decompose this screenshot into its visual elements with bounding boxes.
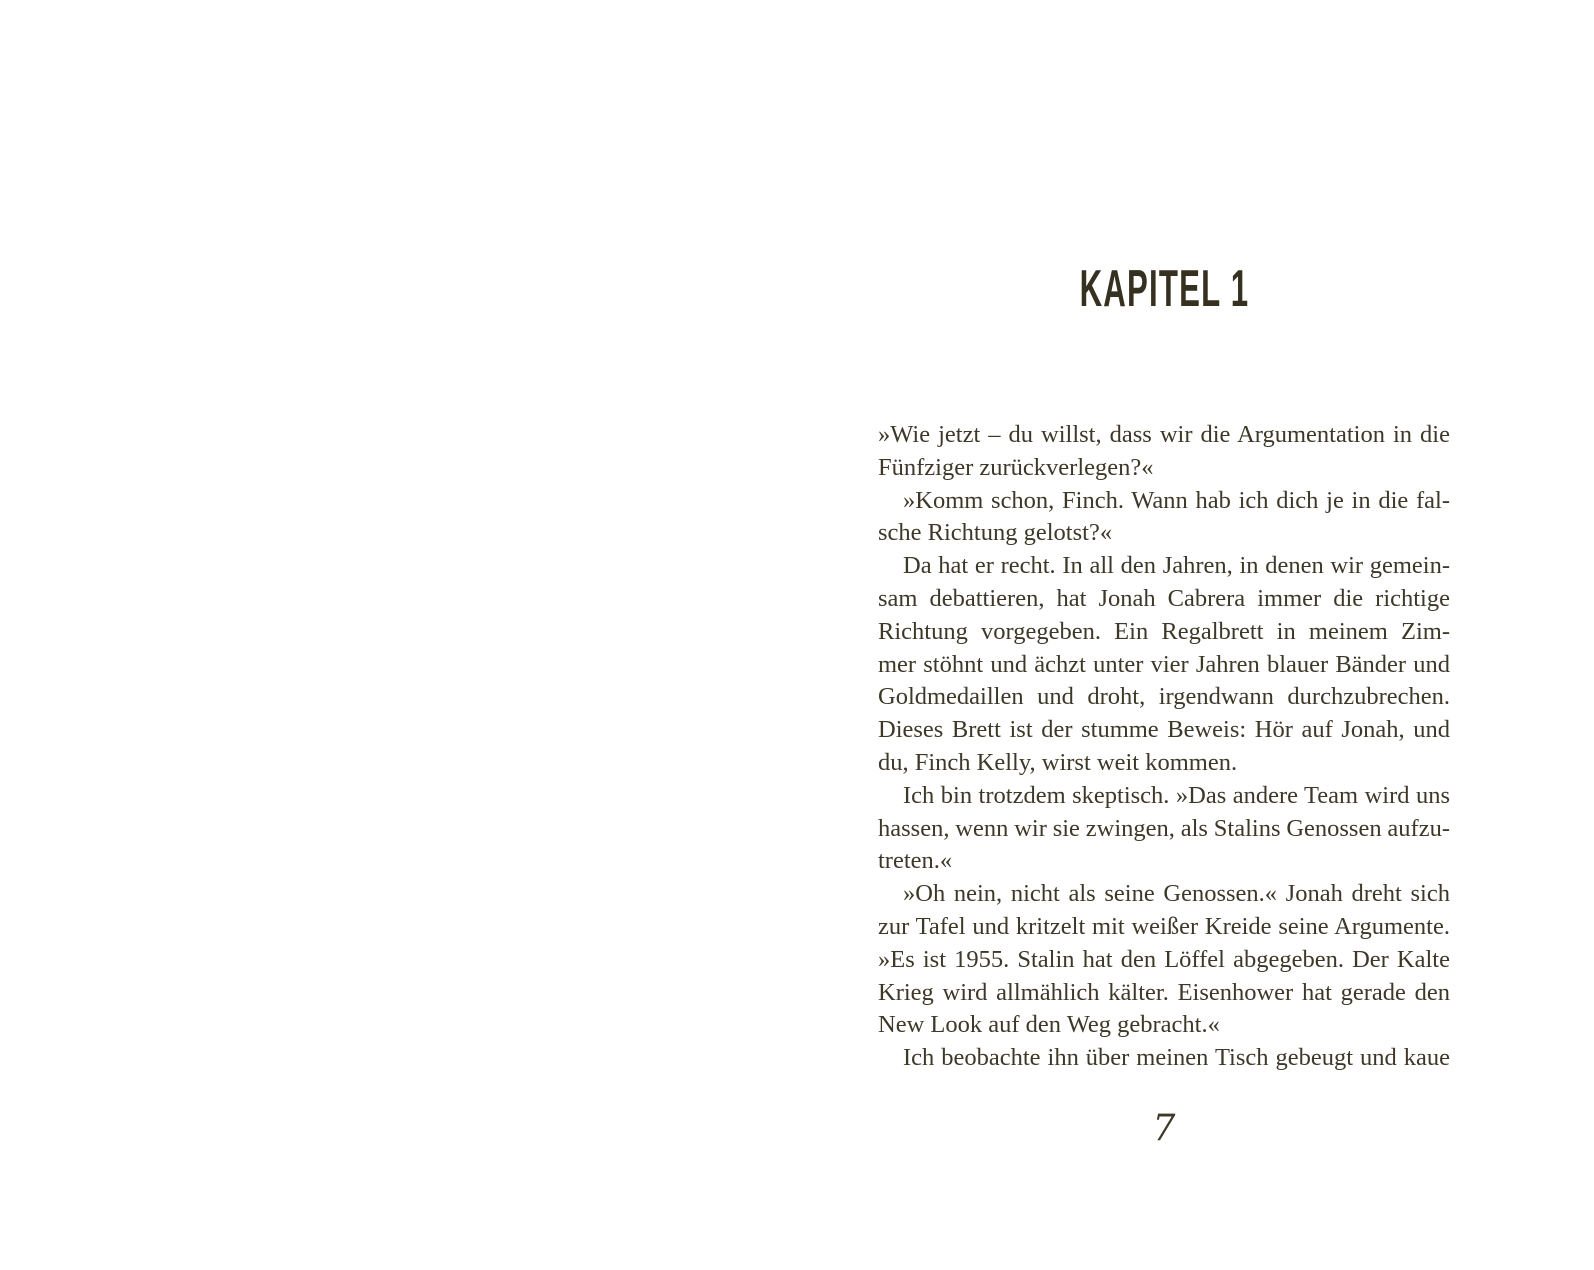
text-line-content: treten.« [878,847,953,875]
chapter-heading [878,258,1450,320]
text-line [878,1042,1450,1075]
text-line-content: Ich bin trotzdem skeptisch. »Das andere Team wird uns [903,781,1450,809]
text-line-content: mer stöhnt und ächzt unter vier Jahren blauer Bänder und [878,650,1450,678]
text-line [878,550,1450,583]
text-line [878,813,1450,846]
text-line [878,944,1450,977]
text-line [878,616,1450,649]
text-line [878,452,1450,485]
text-line [878,649,1450,682]
text-line [878,681,1450,714]
text-line [878,485,1450,518]
text-line-content: Richtung vorgegeben. Ein Regalbrett in meinem Zim- [878,617,1450,645]
chapter-heading-text: KAPITEL 1 [1079,260,1249,318]
text-line-content: Krieg wird allmählich kälter. Eisenhower hat gerade den [878,978,1450,1006]
text-line [878,878,1450,911]
text-line-content: du, Finch Kelly, wirst weit kommen. [878,748,1238,776]
text-line-content: hassen, wenn wir sie zwingen, als Stalins Genossen aufzu- [878,814,1450,842]
text-line [878,583,1450,616]
text-line [878,747,1450,780]
text-line [878,517,1450,550]
text-line [878,714,1450,747]
text-line-content: Ich beobachte ihn über meinen Tisch gebeugt und kaue [903,1044,1450,1072]
page-number: 7 [1152,1108,1176,1149]
text-line-content: sche Richtung gelotst?« [878,519,1113,547]
text-line [878,845,1450,878]
text-line-content: Fünfziger zurückverlegen?« [878,453,1154,481]
text-line-content: New Look auf den Weg gebracht.« [878,1011,1220,1039]
text-line-content: »Oh nein, nicht als seine Genossen.« Jonah dreht sich [903,880,1450,908]
text-line-content: Dieses Brett ist der stumme Beweis: Hör auf Jonah, und [878,716,1450,744]
text-line-content: Da hat er recht. In all den Jahren, in denen wir gemein- [903,552,1450,580]
body-text [878,419,1450,1075]
text-line-content: »Komm schon, Finch. Wann hab ich dich je in die fal- [903,486,1450,514]
text-line-content: »Es ist 1955. Stalin hat den Löffel abgegeben. Der Kalte [878,945,1450,973]
text-line-content: zur Tafel und kritzelt mit weißer Kreide seine Argumente. [878,912,1450,940]
text-line [878,911,1450,944]
text-line [878,419,1450,452]
text-line [878,1009,1450,1042]
text-line-content: Goldmedaillen und droht, irgendwann durchzubrechen. [878,683,1450,711]
text-line-content: sam debattieren, hat Jonah Cabrera immer die richtige [878,584,1450,612]
text-line [878,780,1450,813]
text-line-content: »Wie jetzt – du willst, dass wir die Argumentation in die [878,421,1450,448]
text-line [878,977,1450,1010]
